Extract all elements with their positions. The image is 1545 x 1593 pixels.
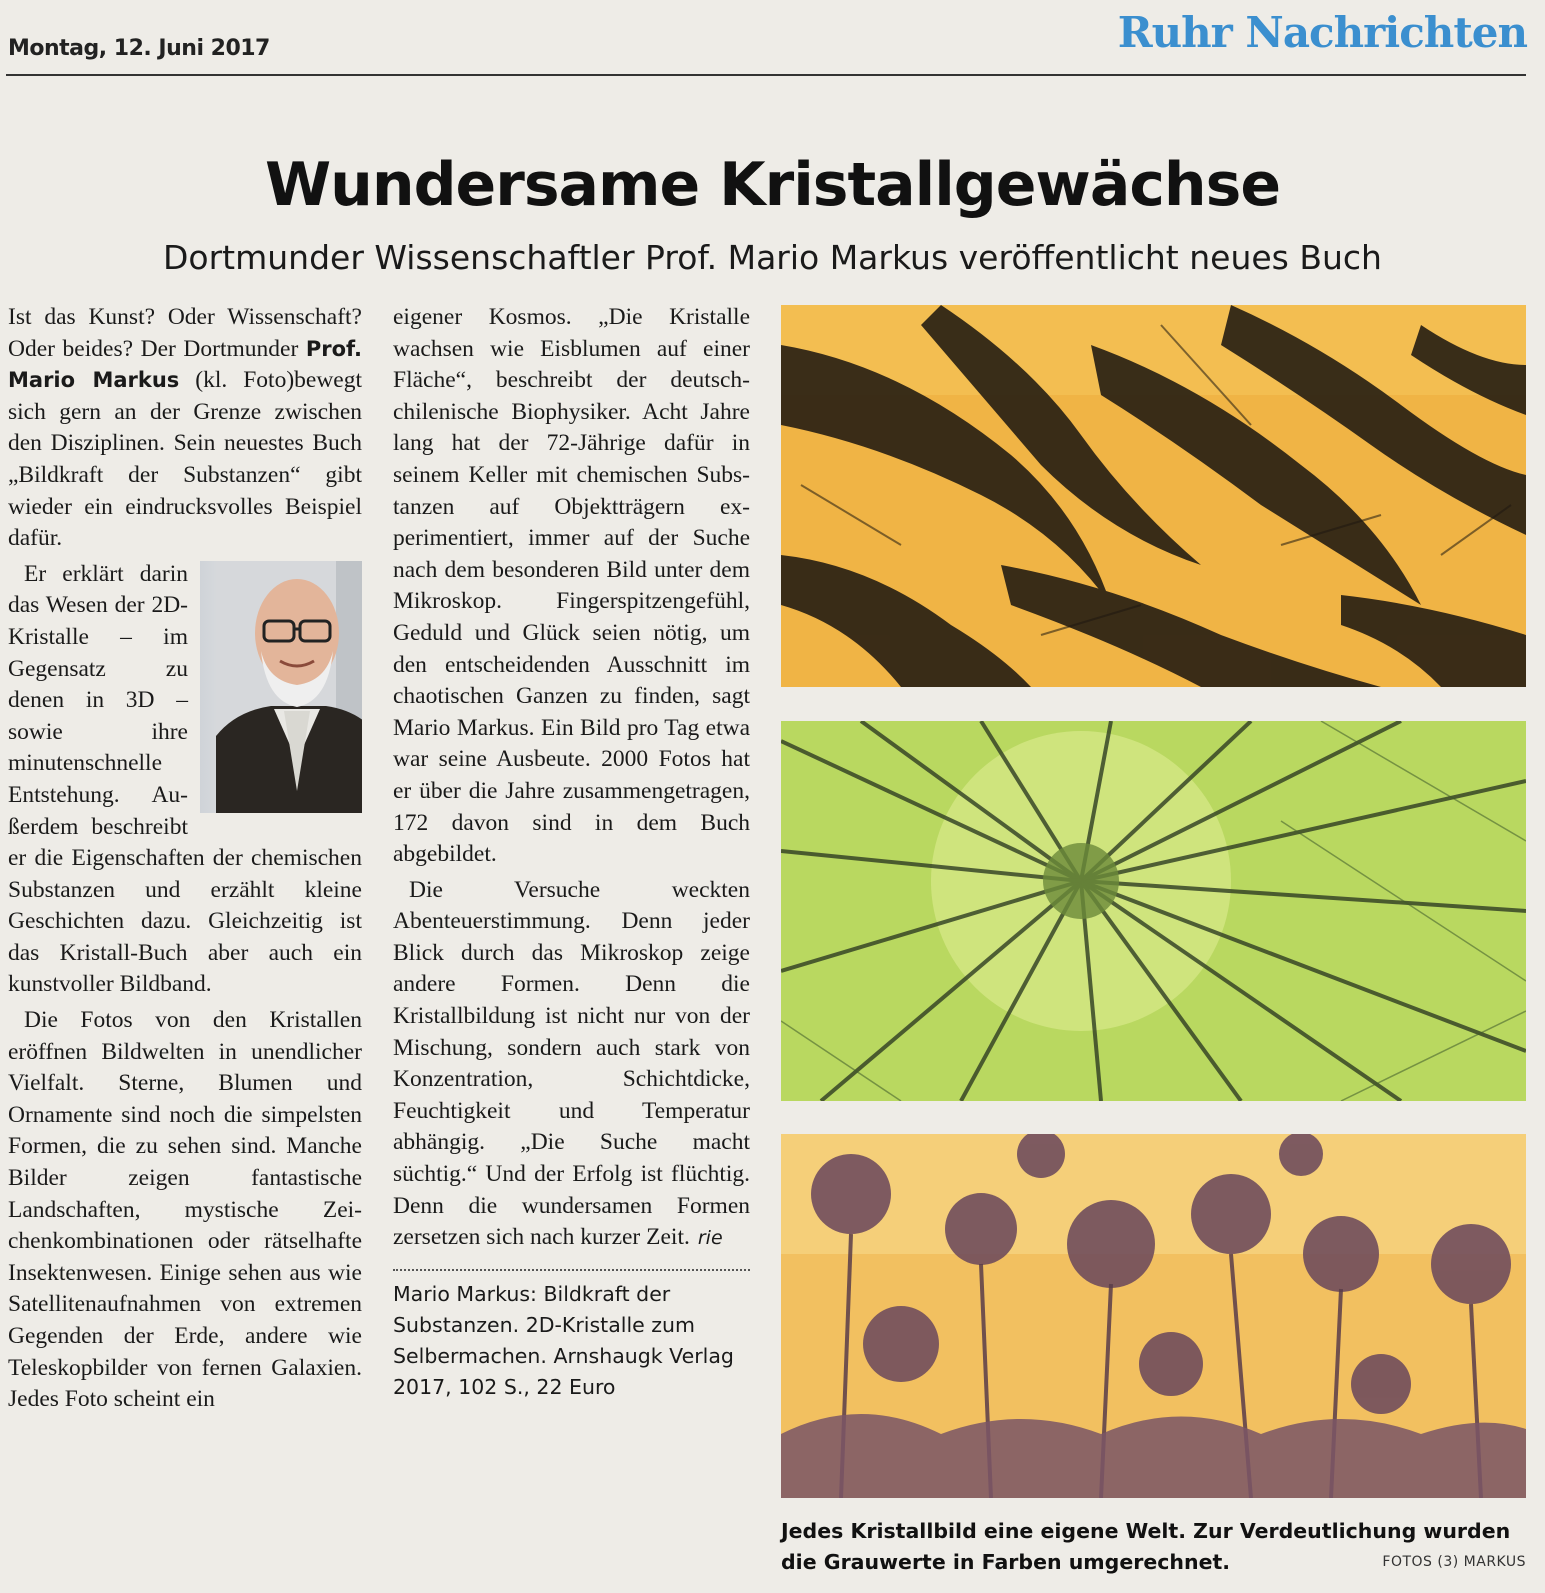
crystal-photo-orange bbox=[781, 305, 1526, 687]
article-subheadline: Dortmunder Wissenschaftler Prof. Mario Markus veröffentlicht neues Buch bbox=[163, 238, 1382, 277]
crystal-flowers-image bbox=[781, 1134, 1526, 1498]
paragraph-3: Die Fotos von den Kristallen eröffnen Bildwelten in unendlicher Vielfalt. Sterne, Blumen und Ornamente sind noch die simpelsten Formen, die zu sehen sind. Manche Bilder zeigen fantastische Landschaften, mystische Zeichenkombinationen oder rätselhafte Insektenwesen. Einige sehen aus wie Satellitenaufnahmen von extremen Gegenden der Erde, andere wie Teleskopbilder von fernen Galaxien. Jedes Foto scheint ein bbox=[8, 1007, 362, 1413]
photo-caption: Jedes Kristallbild eine eigene Welt. Zur Verdeutlichung wurden die Grauwerte in Farben umgerechnet. bbox=[781, 1519, 1511, 1574]
paragraph-5: Die Versuche weckten Abenteuerstimmung. Denn jeder Blick durch das Mikroskop zeige andere Formen. Denn die Kristallbildung ist nicht nur von der Mischung, sondern auch stark von Konzentration, Schichtdicke, Feuchtigkeit und Temperatur abhängig. „Die Suche macht süchtig.“ Und der Erfolg ist flüchtig. Denn die wundersamen Formen zersetzen sich nach kurzer Zeit. rie bbox=[393, 876, 750, 1251]
author-initials: rie bbox=[697, 1227, 723, 1250]
book-info-box: Mario Markus: Bildkraft der Substanzen. 2D-Kristalle zum Selbermachen. Arnshaugk Verlag 2017, 102 S., 22 Euro bbox=[393, 1281, 734, 1399]
crystal-photo-flowers bbox=[781, 1134, 1526, 1498]
paragraph-4: eigener Kosmos. „Die Kristalle wachsen wie Eisblumen auf einer Fläche“, beschreibt der deutsch-chilenische Biophysiker. Acht Jahre lang hat der 72-Jährige dafür in seinem Keller mit chemischen Substanzen auf Objektträgern experimentiert, immer auf der Suche nach dem besonderen Bild unter dem Mikroskop. Fingerspitzengefühl, Geduld und Glück seien nötig, um den entscheidenden Ausschnitt im chaotischen Ganzen zu finden, sagt Mario Markus. Ein Bild pro Tag etwa war seine Ausbeute. 2000 Fotos hat er über die Jahre zusammengetragen, 172 davon sind in dem Buch abgebildet. bbox=[393, 304, 750, 868]
text-column-2 bbox=[393, 302, 750, 1403]
crystal-photo-green bbox=[781, 721, 1526, 1101]
dotted-divider bbox=[393, 1269, 750, 1271]
text-column-1 bbox=[8, 302, 362, 1420]
author-portrait-photo bbox=[200, 561, 362, 813]
crystal-star-image bbox=[781, 721, 1526, 1101]
paragraph-2: Er erklärt darin das Wesen der 2D-Kristalle – im Gegensatz zu denen in 3D – sowie ihre minutenschnelle Entstehung. Außerdem beschreibt er die Eigenschaften der chemischen Substanzen und erzählt kleine Geschichten dazu. Gleichzeitig ist das Kristall-Buch aber auch ein kunstvoller Bildband. bbox=[8, 559, 362, 1001]
paragraph-intro: Ist das Kunst? Oder Wissenschaft? Oder beides? Der Dortmunder Prof. Mario Markus (kl. Foto)bewegt sich gern an der Grenze zwischen den Disziplinen. Sein neuestes Buch „Bildkraft der Substanzen“ gibt wieder ein eindrucksvolles Beispiel dafür. bbox=[8, 304, 362, 552]
article-headline: Wundersame Kristallgewächse bbox=[264, 150, 1281, 220]
person-name: Prof. Mario Markus bbox=[8, 336, 362, 393]
photo-credit: FOTOS (3) MARKUS bbox=[1382, 1554, 1526, 1570]
portrait-illustration bbox=[216, 561, 362, 813]
crystal-branches-image bbox=[781, 305, 1526, 687]
header-rule bbox=[6, 74, 1526, 76]
issue-date: Montag, 12. Juni 2017 bbox=[8, 36, 270, 61]
newspaper-masthead: Ruhr Nachrichten bbox=[1117, 8, 1527, 57]
